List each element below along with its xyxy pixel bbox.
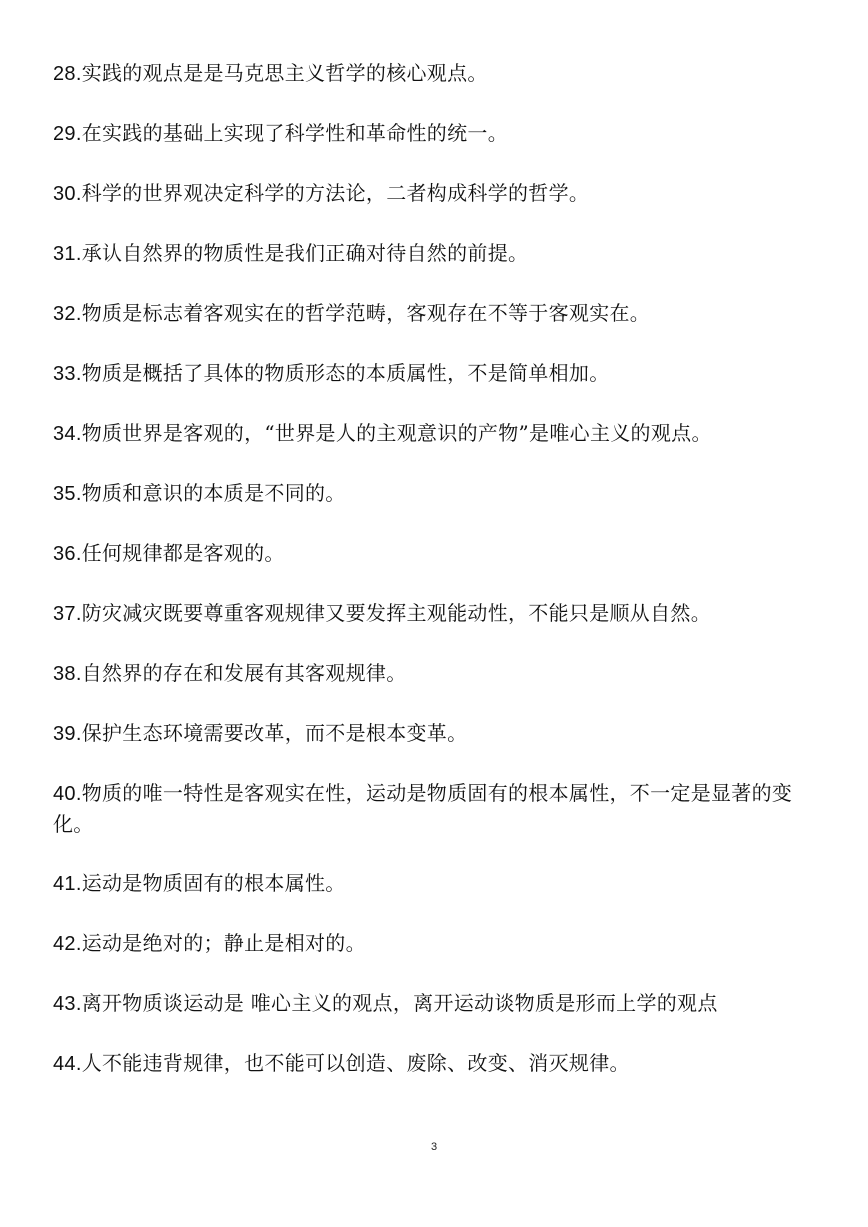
- item-text: 离开物质谈运动是 唯心主义的观点，离开运动谈物质是形而上学的观点: [81, 991, 718, 1015]
- item-text: 实践的观点是是马克思主义哲学的核心观点。: [81, 61, 488, 85]
- list-item: [53, 238, 823, 269]
- item-number: 31.: [53, 243, 82, 265]
- item-text: 在实践的基础上实现了科学性和革命性的统一。: [81, 121, 509, 145]
- list-item: [53, 418, 823, 449]
- list-item: [53, 538, 823, 569]
- list-item: [53, 928, 823, 959]
- item-text: 运动是物质固有的根本属性。: [81, 871, 346, 895]
- item-text: 物质是概括了具体的物质形态的本质属性，不是简单相加。: [81, 361, 610, 385]
- item-text: 人不能违背规律，也不能可以创造、废除、改变、消灭规律。: [81, 1051, 630, 1075]
- list-item: [53, 478, 823, 509]
- item-number: 41.: [53, 873, 82, 895]
- item-number: 38.: [53, 663, 82, 685]
- item-text: 自然界的存在和发展有其客观规律。: [81, 661, 407, 685]
- item-number: 32.: [53, 303, 82, 325]
- item-text: 承认自然界的物质性是我们正确对待自然的前提。: [81, 241, 529, 265]
- item-number: 29.: [53, 123, 82, 145]
- list-item: [53, 988, 823, 1019]
- item-text: 运动是绝对的；静止是相对的。: [81, 931, 366, 955]
- item-text: 物质世界是客观的，“世界是人的主观意识的产物”是唯心主义的观点。: [81, 421, 712, 445]
- item-text: 物质的唯一特性是客观实在性，运动是物质固有的根本属性，不一定是显著的变化。: [53, 781, 793, 836]
- page-number: 3: [430, 1141, 438, 1153]
- item-number: 37.: [53, 603, 82, 625]
- item-number: 33.: [53, 363, 82, 385]
- list-item: [53, 658, 823, 689]
- item-number: 35.: [53, 483, 82, 505]
- item-text: 物质是标志着客观实在的哲学范畴，客观存在不等于客观实在。: [81, 301, 651, 325]
- item-number: 40.: [53, 783, 82, 805]
- item-text: 保护生态环境需要改革，而不是根本变革。: [81, 721, 468, 745]
- list-item: [53, 358, 823, 389]
- list-item: [53, 298, 823, 329]
- item-number: 30.: [53, 183, 82, 205]
- list-item: [53, 58, 823, 89]
- item-number: 36.: [53, 543, 82, 565]
- list-item: [53, 118, 823, 149]
- item-number: 34.: [53, 423, 82, 445]
- item-number: 43.: [53, 993, 82, 1015]
- item-number: 44.: [53, 1053, 82, 1075]
- item-number: 28.: [53, 63, 82, 85]
- item-number: 42.: [53, 933, 82, 955]
- item-number: 39.: [53, 723, 82, 745]
- item-text: 物质和意识的本质是不同的。: [81, 481, 346, 505]
- item-text: 科学的世界观决定科学的方法论，二者构成科学的哲学。: [81, 181, 590, 205]
- list-item: [53, 598, 823, 629]
- list-item: [53, 1048, 823, 1079]
- list-item: [53, 178, 823, 209]
- statement-list: [53, 58, 823, 1108]
- list-item: [53, 778, 823, 839]
- item-text: 防灾减灾既要尊重客观规律又要发挥主观能动性，不能只是顺从自然。: [81, 601, 712, 625]
- list-item: [53, 868, 823, 899]
- list-item: [53, 718, 823, 749]
- item-text: 任何规律都是客观的。: [81, 541, 285, 565]
